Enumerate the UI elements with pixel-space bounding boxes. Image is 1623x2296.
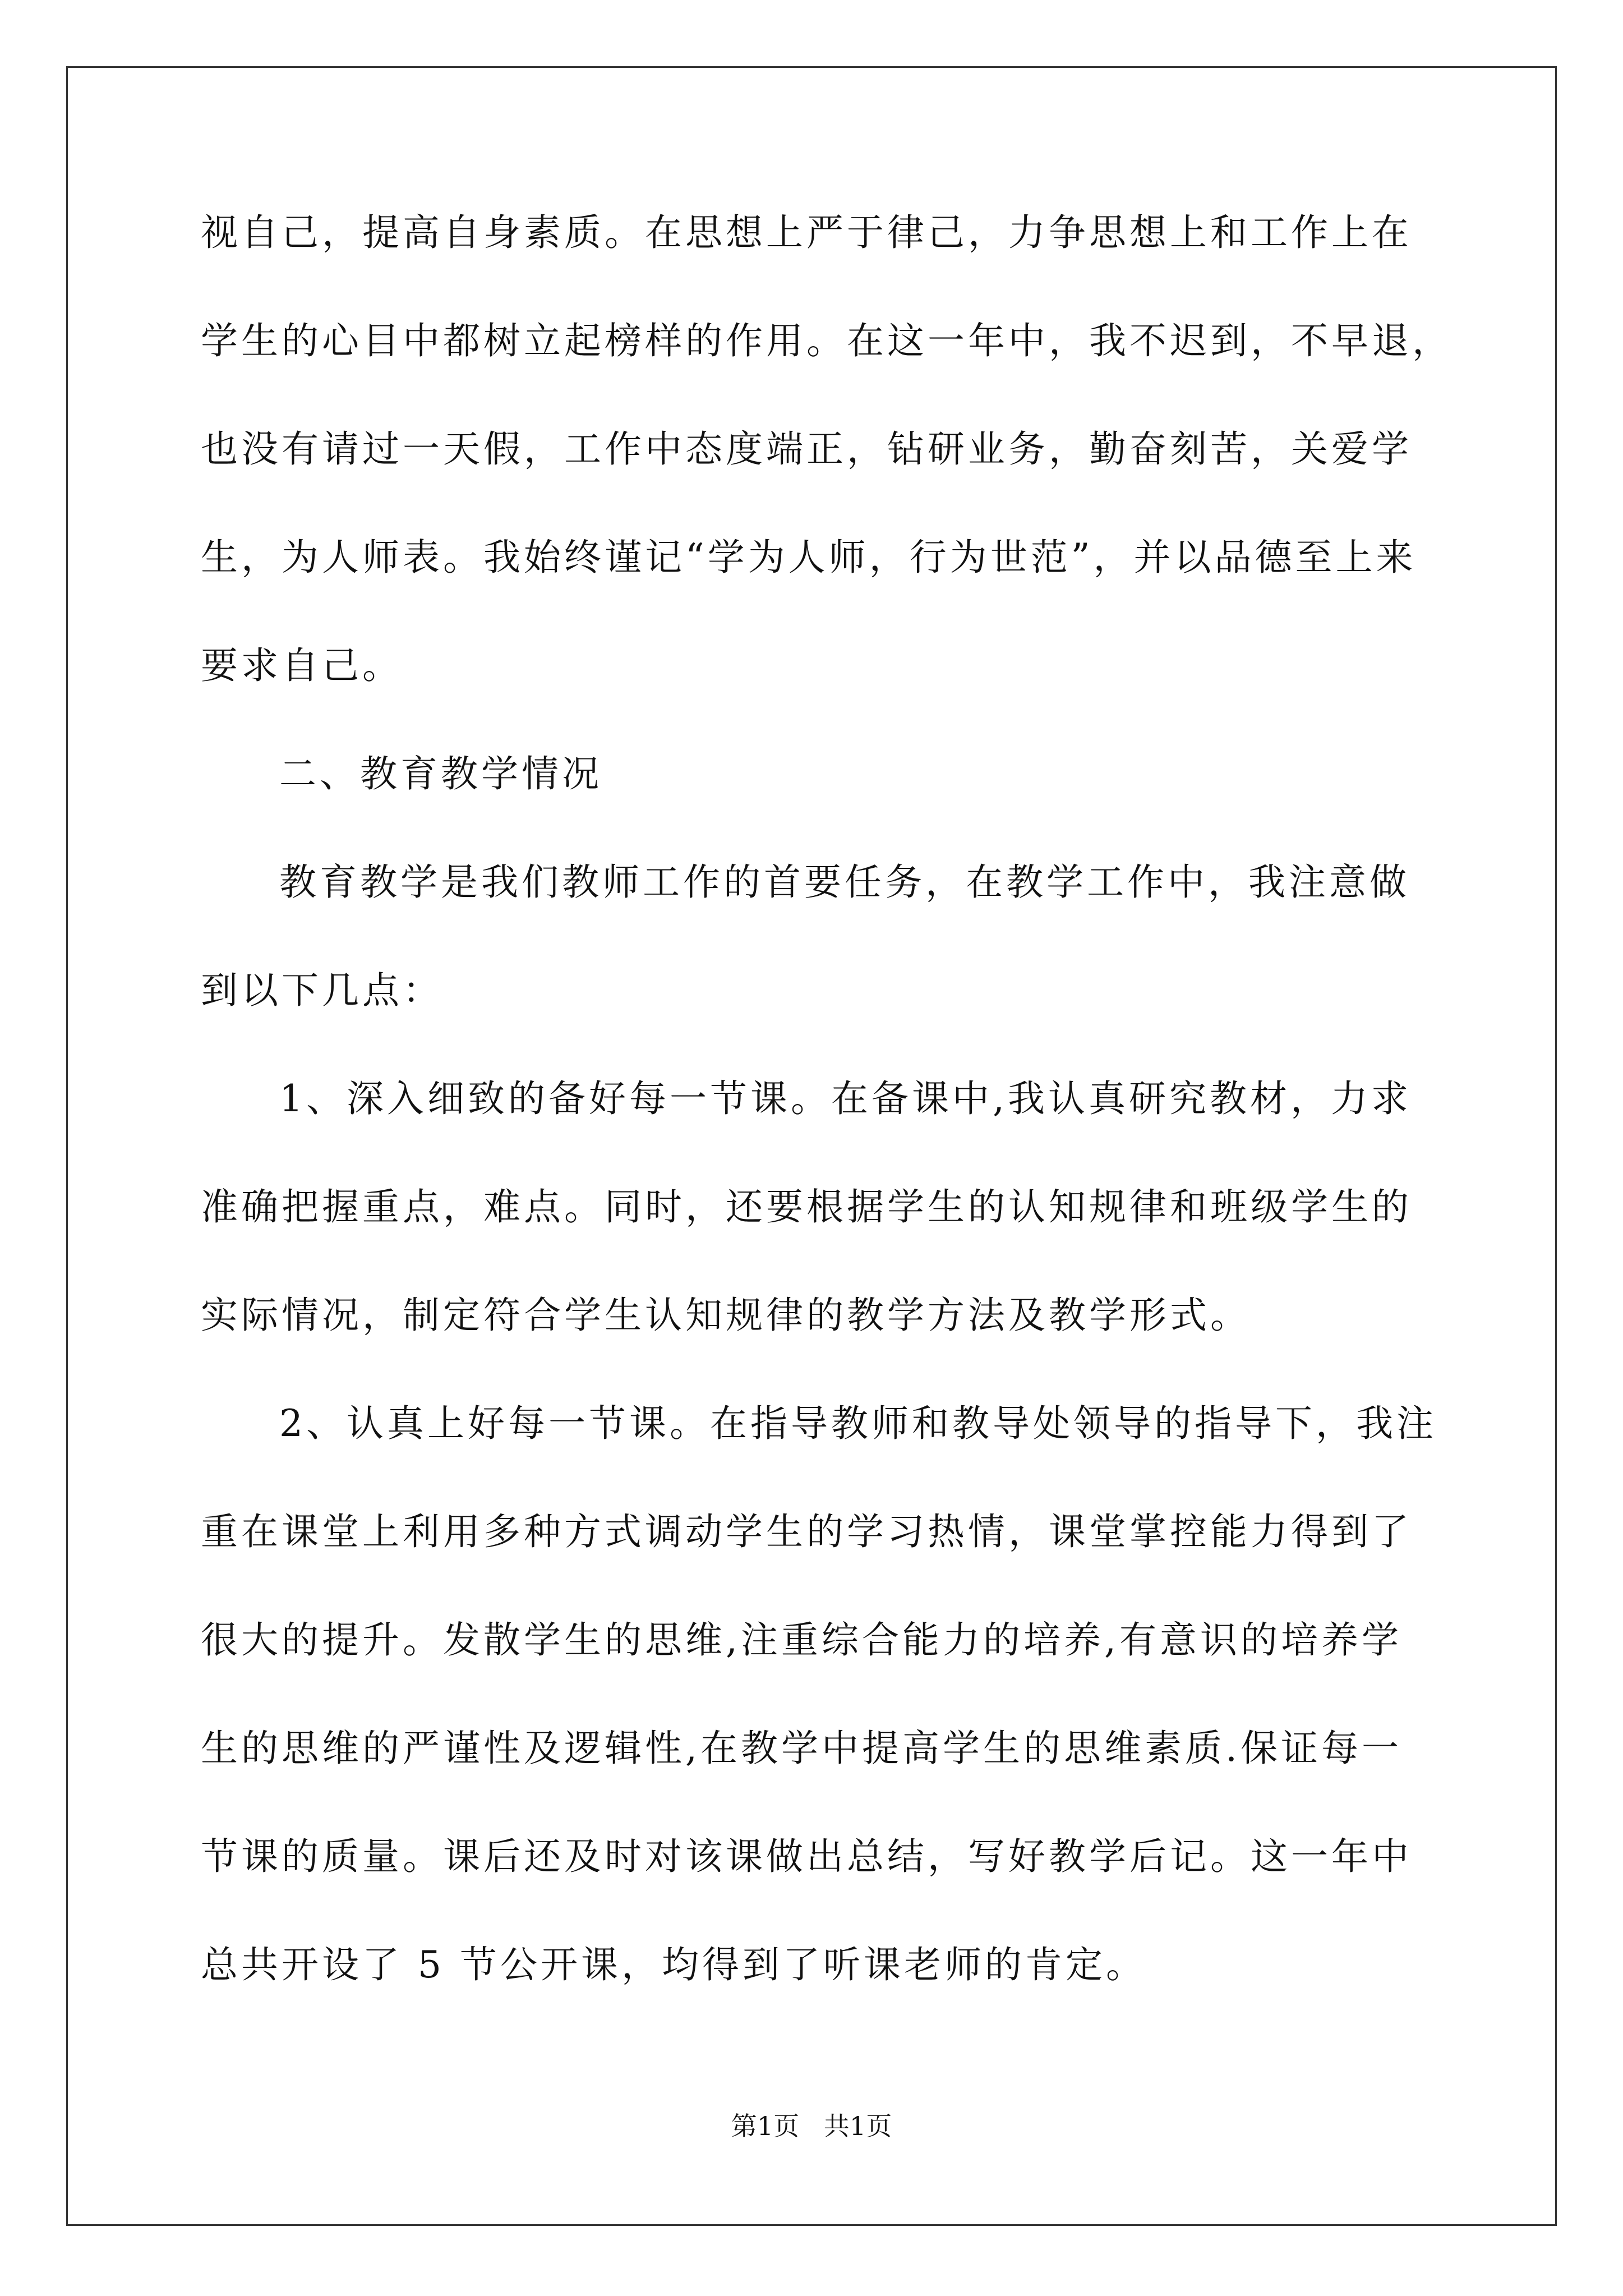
body-line-15: 生的思维的严谨性及逻辑性,在教学中提高学生的思维素质.保证每一: [201, 1727, 1402, 1770]
body-line-16: 节课的质量。课后还及时对该课做出总结，写好教学后记。这一年中: [201, 1835, 1412, 1878]
body-line-1: 视自己，提高自身素质。在思想上严于律己，力争思想上和工作上在: [201, 211, 1412, 254]
body-line-12: 2、认真上好每一节课。在指导教师和教导处领导的指导下，我注: [279, 1402, 1437, 1445]
body-line-14: 很大的提升。发散学生的思维,注重综合能力的培养,有意识的培养学: [201, 1618, 1402, 1662]
page-border: [66, 66, 1557, 2226]
page-footer: 第1页 共1页: [731, 2111, 892, 2141]
body-line-2: 学生的心目中都树立起榜样的作用。在这一年中，我不迟到，不早退，: [201, 319, 1453, 362]
body-line-7: 教育教学是我们教师工作的首要任务，在教学工作中，我注意做: [279, 861, 1410, 904]
body-line-10: 准确把握重点，难点。同时，还要根据学生的认知规律和班级学生的: [201, 1185, 1412, 1228]
body-line-13: 重在课堂上利用多种方式调动学生的学习热情，课堂掌控能力得到了: [201, 1510, 1412, 1553]
body-line-5: 要求自己。: [201, 644, 403, 687]
body-line-8: 到以下几点：: [201, 969, 443, 1012]
section-heading: 二、教育教学情况: [279, 752, 602, 795]
body-line-11: 实际情况，制定符合学生认知规律的教学方法及教学形式。: [201, 1294, 1251, 1337]
body-line-3: 也没有请过一天假，工作中态度端正，钻研业务，勤奋刻苦，关爱学: [201, 427, 1412, 471]
body-line-9: 1、深入细致的备好每一节课。在备课中,我认真研究教材，力求: [279, 1077, 1412, 1120]
body-line-17: 总共开设了 5 节公开课，均得到了听课老师的肯定。: [201, 1943, 1146, 1986]
body-line-4: 生，为人师表。我始终谨记“学为人师，行为世范”，并以品德至上来: [201, 536, 1417, 579]
